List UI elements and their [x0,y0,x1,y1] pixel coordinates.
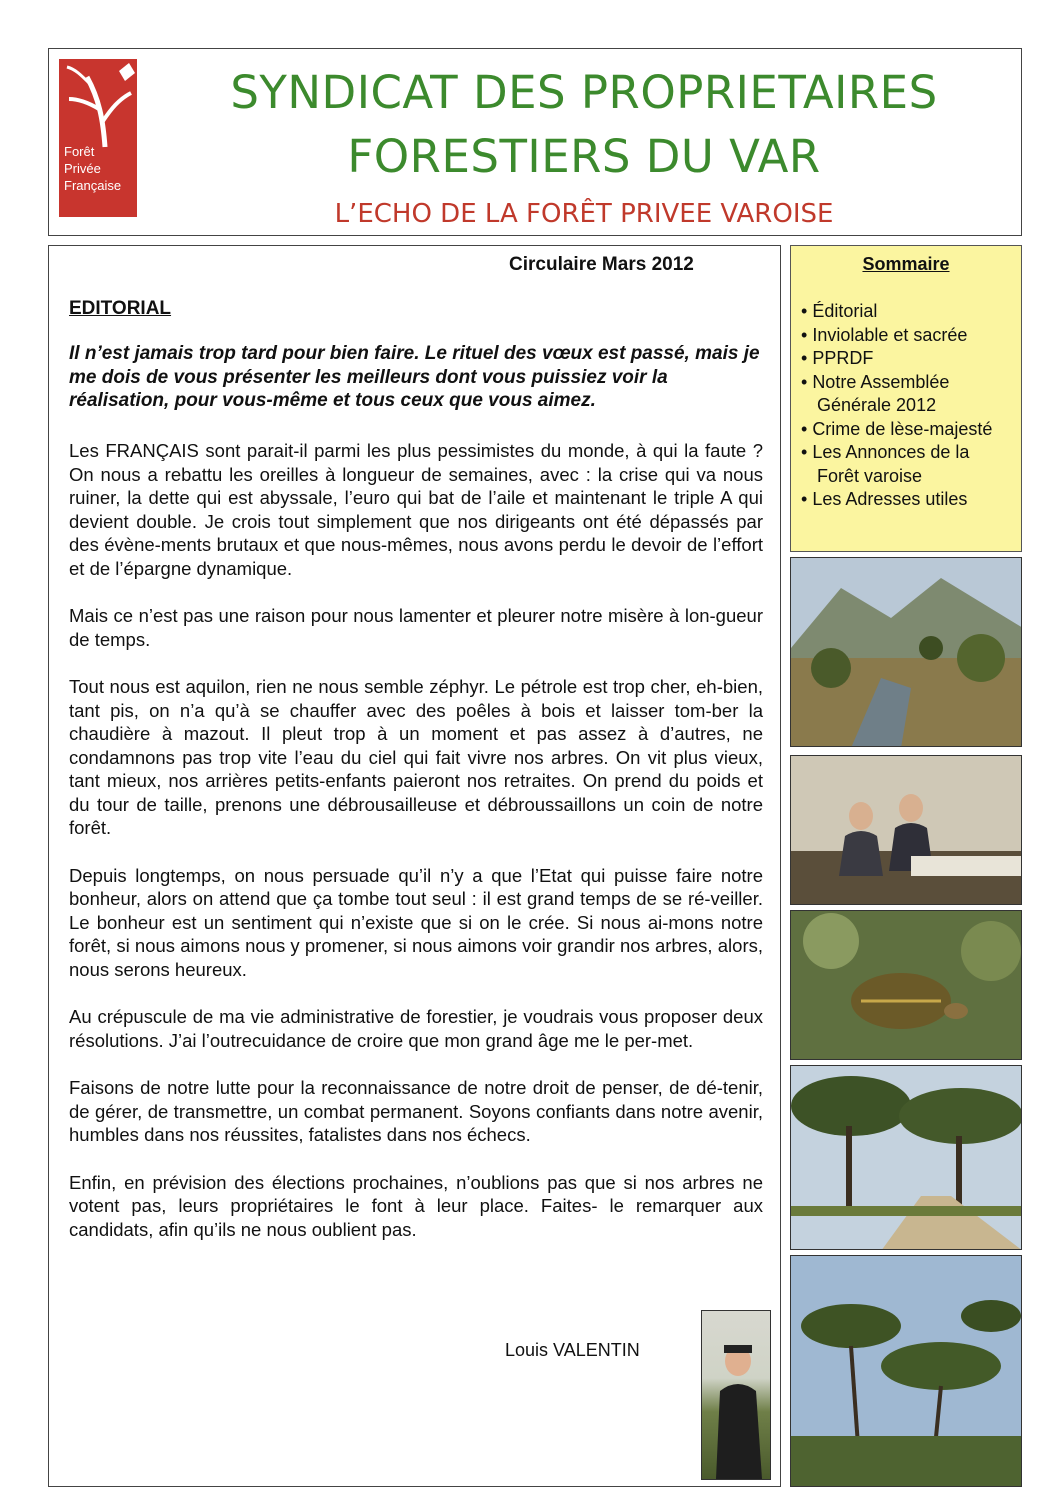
paragraph: Tout nous est aquilon, rien ne nous semble zéphyr. Le pétrole est trop cher, eh-bien, tant pis, on n’a qu’à se chauffer avec des poêles à bois et laisser tom-ber la chaudière à mazout. Il pleut trop à un moment et pas assez à d’autres, ne condamnons pas trop vite l’eau du ciel qui fait vivre nos arbres. On vit plus vieux, tant mieux, nos arrières petits-enfants paieront nos retraites. On prend du poids et du tour de taille, prenons une débrousailleuse et débroussaillons un coin de notre forêt. [69,676,763,838]
sommaire-list [801,300,1016,512]
circulaire-date: Circulaire Mars 2012 [509,254,694,275]
list-item: • Les Annonces de la Forêt varoise [801,441,1016,488]
editorial-box [48,245,781,1487]
sommaire-title: Sommaire [862,254,950,274]
photo-assembly-meeting [790,755,1022,905]
list-item: • Les Adresses utiles [801,488,1016,512]
list-item: • Inviolable et sacrée [801,324,1016,348]
paragraph: Mais ce n’est pas une raison pour nous lamenter et pleurer notre misère à lon-gueur de temps. [69,605,763,650]
list-item: • Notre Assemblée Générale 2012 [801,371,1016,418]
title-line-1: SYNDICAT DES PROPRIETAIRES [230,66,938,119]
title-line-2: FORESTIERS DU VAR [347,130,821,183]
paragraph: Enfin, en prévision des élections prochaines, n’oublions pas que si nos arbres ne votent pas, leurs propriétaires le font à leur place. Faites- le remarquer aux candidats, afin qu’ils ne nous oublient pas. [69,1171,763,1240]
paragraph: Depuis longtemps, on nous persuade qu’il n’y a que l’Etat qui puisse faire notre bonheur, alors on attend que ça tombe tout seul : il est grand temps de se ré-veiller. Le bonheur est un sentiment qui n’existe que si on le crée. Si nous ai-mons notre forêt, si nous aimons nous y promener, si nous aimons voir grandir nos arbres, alors, nous serons heureux. [69,864,763,980]
sommaire-box [790,245,1022,552]
author-photo [701,1310,771,1480]
editorial-body [69,439,763,1265]
list-item: • Crime de lèse-majesté [801,418,1016,442]
photo-pine-road [790,1065,1022,1250]
masthead [48,48,1022,236]
editorial-heading: EDITORIAL [69,298,172,319]
paragraph: Faisons de notre lutte pour la reconnaissance de notre droit de penser, de dé-tenir, de gérer, de transmettre, un combat permanent. Soyons confiants dans notre avenir, humbles dans nos réussites, fatalistes dans nos échecs. [69,1077,763,1145]
photo-river-landscape [790,557,1022,747]
signature: Louis VALENTIN [505,1340,640,1360]
foret-privee-francaise-logo [59,59,137,217]
photo-tortoise [790,910,1022,1060]
editorial-intro: Il n’est jamais trop tard pour bien faire. Le rituel des vœux est passé, mais je me dois de vous présenter les meilleurs dont vous puissiez voir la réalisation, pour vous-même et tous ceux que vous aimez. [69,343,760,411]
list-item: • Éditorial [801,300,1016,324]
paragraph: Au crépuscule de ma vie administrative de forestier, je voudrais vous proposer deux résolutions. J’ai l’outrecuidance de croire que mon grand âge me le per-met. [69,1006,763,1051]
list-item: • PPRDF [801,347,1016,371]
logo-text: Forêt Privée Française [64,144,122,193]
subtitle: L’ECHO DE LA FORÊT PRIVEE VAROISE [334,199,834,229]
photo-umbrella-pines [790,1255,1022,1487]
tree-branch-icon [59,59,137,149]
paragraph: Les FRANÇAIS sont parait-il parmi les plus pessimistes du monde, à qui la faute ? On nous a rebattu les oreilles à longueur de semaines, avec : la crise qui va nous ruiner, la dette qui est abyssale, l’euro qui bat de l’aile et maintenant le triple A qui devient double. Je crois tout simplement que nos dirigeants ont été dépassés par des évène-ments brutaux et que nous-mêmes, nous avons perdu le devoir de l’effort et de l’épargne dynamique. [69,440,763,579]
